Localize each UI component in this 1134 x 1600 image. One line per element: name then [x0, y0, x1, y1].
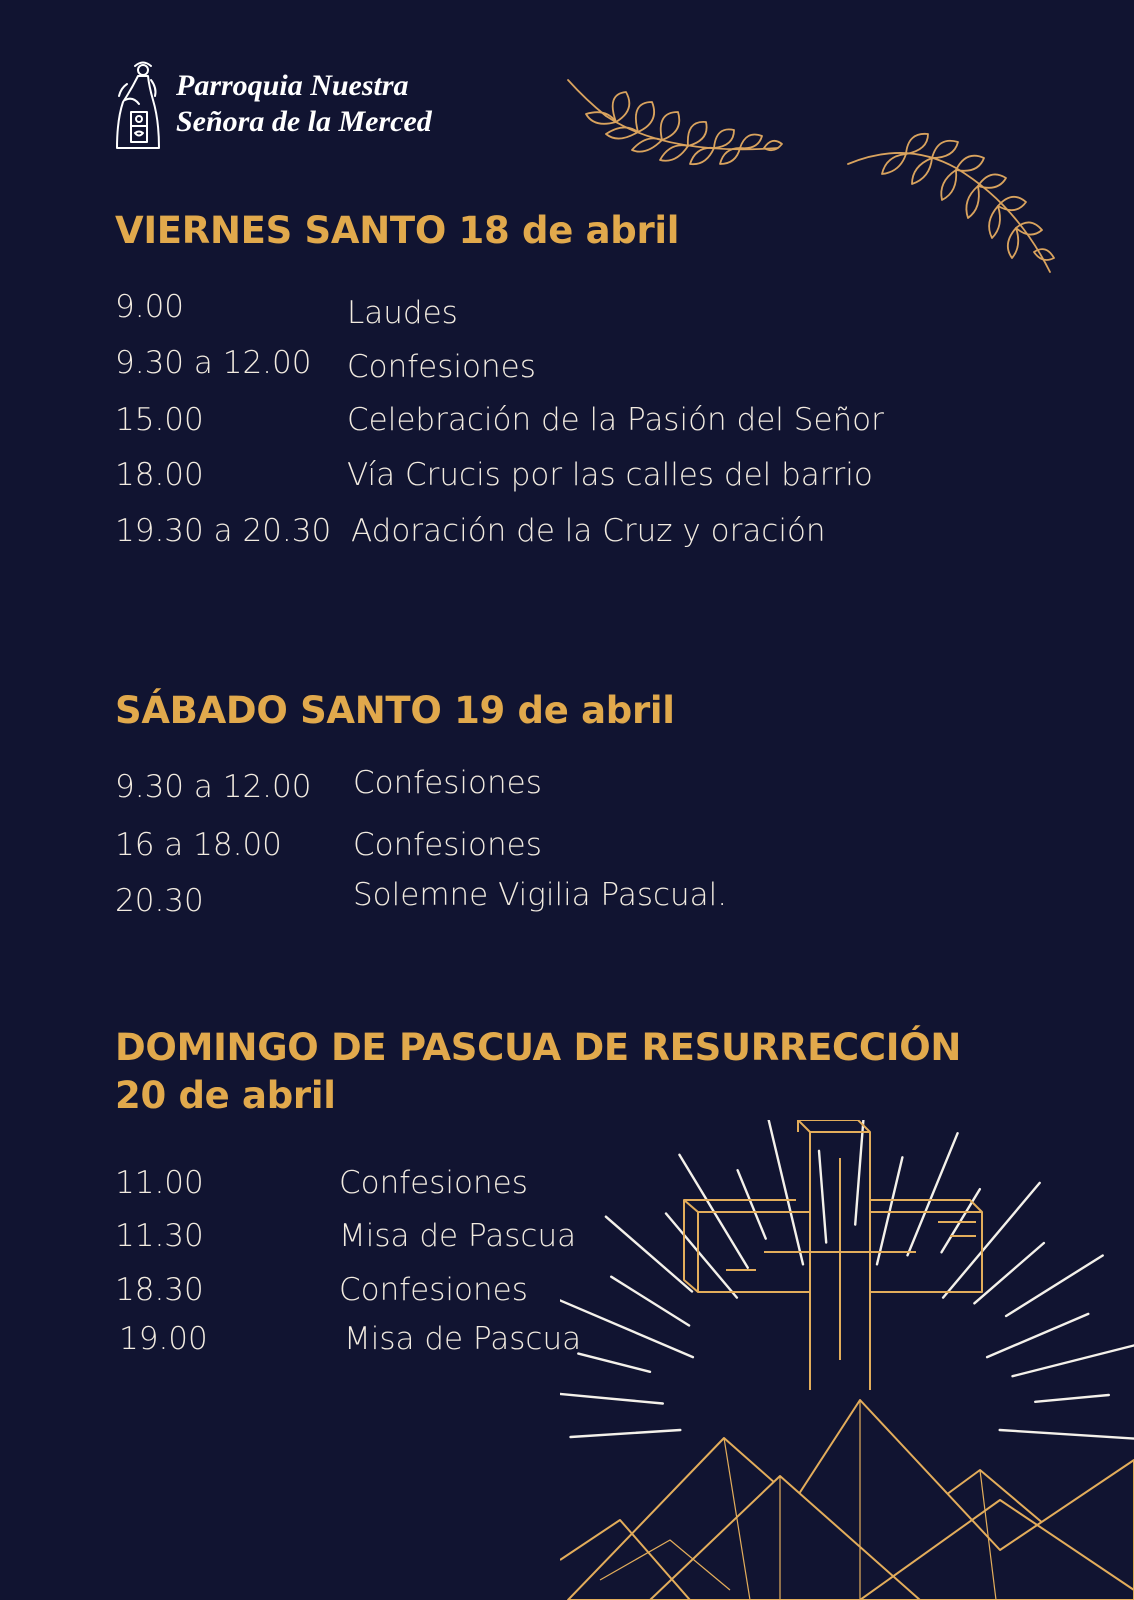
palm-branch-icon: [566, 76, 788, 184]
schedule-time: 16 a 18.00: [115, 827, 282, 863]
cross-icon: [684, 1120, 982, 1390]
schedule-event: Celebración de la Pasión del Señor: [347, 402, 884, 438]
schedule-event: Confesiones: [347, 349, 536, 385]
schedule-time: 9.00: [115, 289, 185, 325]
schedule-time: 19.00: [119, 1321, 208, 1357]
light-ray: [738, 1170, 766, 1238]
schedule-event: Confesiones: [353, 765, 542, 801]
light-ray: [768, 1120, 803, 1264]
light-ray: [560, 1391, 663, 1403]
palm-branch-icon: [846, 128, 1062, 278]
schedule-time: 15.00: [115, 402, 204, 438]
light-ray: [819, 1151, 826, 1243]
sun-rays-icon: [560, 1120, 1134, 1440]
cross-illustration: [560, 1120, 1134, 1600]
schedule-time: 19.30 a 20.30: [115, 513, 332, 549]
heading-viernes-santo: VIERNES SANTO 18 de abril: [115, 209, 680, 252]
light-ray: [611, 1277, 689, 1326]
light-ray: [1000, 1430, 1134, 1440]
schedule-event: Laudes: [347, 295, 458, 331]
light-ray: [571, 1430, 681, 1437]
light-ray: [560, 1298, 693, 1357]
schedule-time: 9.30 a 12.00: [115, 769, 312, 805]
schedule-event: Confesiones: [353, 827, 542, 863]
mountains-icon: [560, 1400, 1134, 1600]
schedule-event: Confesiones: [339, 1165, 528, 1201]
schedule-time: 9.30 a 12.00: [115, 345, 312, 381]
light-ray: [1035, 1395, 1109, 1402]
schedule-event: Solemne Vigilia Pascual.: [353, 877, 728, 913]
schedule-event: Adoración de la Cruz y oración: [351, 513, 826, 549]
schedule-event: Vía Crucis por las calles del barrio: [347, 457, 873, 493]
schedule-time: 18.30: [115, 1272, 204, 1308]
light-ray: [987, 1314, 1088, 1357]
schedule-time: 11.00: [115, 1165, 204, 1201]
schedule-time: 20.30: [115, 883, 204, 919]
light-ray: [877, 1157, 902, 1264]
heading-domingo-de-pascua: [115, 1024, 961, 1120]
parish-name-line2: Señora de la Merced: [176, 105, 432, 138]
light-ray: [942, 1189, 980, 1252]
schedule-event: Misa de Pascua: [344, 1321, 582, 1357]
heading-line2: 20 de abril: [115, 1074, 336, 1117]
light-ray: [974, 1243, 1044, 1303]
heading-line1: DOMINGO DE PASCUA DE RESURRECCIÓN: [115, 1026, 962, 1069]
schedule-event: Misa de Pascua: [339, 1218, 577, 1254]
schedule-event: Confesiones: [339, 1272, 528, 1308]
light-ray: [855, 1120, 864, 1225]
light-ray: [666, 1214, 737, 1298]
light-ray: [578, 1354, 650, 1372]
parish-name-line1: Parroquia Nuestra: [176, 69, 409, 102]
virgin-statue-logo-icon: [113, 60, 163, 152]
parish-name: [176, 68, 432, 140]
schedule-time: 11.30: [115, 1218, 204, 1254]
heading-sabado-santo: SÁBADO SANTO 19 de abril: [115, 689, 675, 732]
light-ray: [1013, 1344, 1134, 1376]
schedule-time: 18.00: [115, 457, 204, 493]
